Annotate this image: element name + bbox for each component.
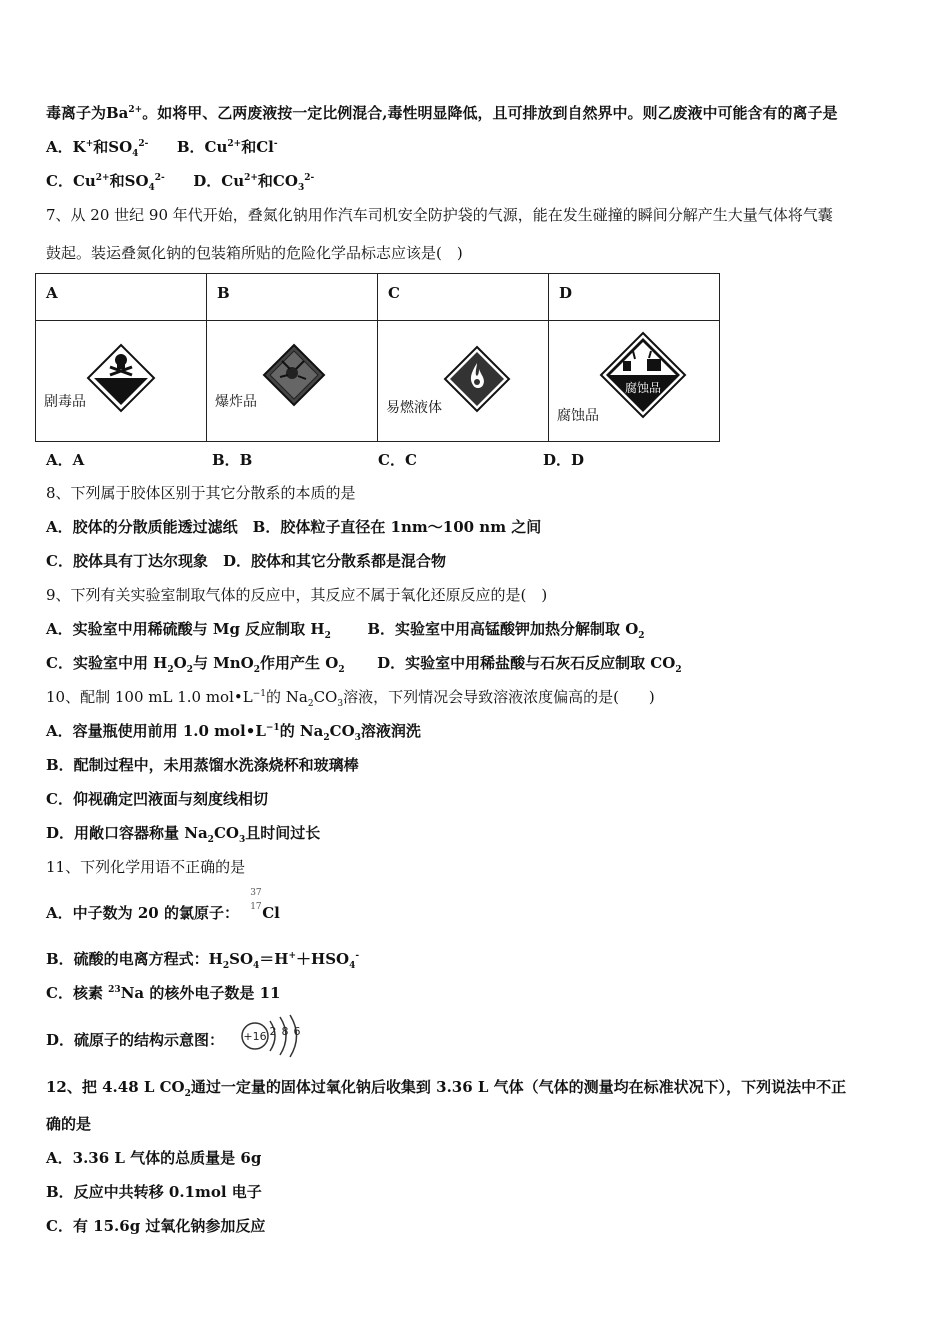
q7-option-c[interactable]: C．C xyxy=(378,451,417,469)
explosive-sign-icon xyxy=(262,343,326,407)
q7-option-b[interactable]: B．B xyxy=(212,451,253,469)
sign-caption-corrosive: 腐蚀品 xyxy=(557,408,599,424)
q10-stem: 10、配制 100 mL 1.0 $mol•L^{-1}$的 $Na_2CO_3$溶液，下列情况会导致溶液浓度偏高的是( ) xyxy=(46,688,655,709)
q8-options-cd: C．胶体具有丁达尔现象 D．胶体和其它分散系都是混合物 xyxy=(46,552,446,570)
q6-stem: 毒离子为$Ba^{2+}$。如将甲、乙两废液按一定比例混合,毒性明显降低，且可排放到自然界中。则乙废液中可能含有的离子是 xyxy=(46,104,838,122)
q7-option-a[interactable]: A．A xyxy=(46,451,85,469)
q7-option-d[interactable]: D．D xyxy=(543,451,585,469)
q10-option-a: A．容量瓶使用前用 1.0 $mol•L^{-1}$的 $Na_2CO_3$溶液润洗 xyxy=(46,722,421,743)
q11-option-c: C．核素 $^{23}$Na 的核外电子数是 11 xyxy=(46,984,281,1002)
q7-stem-line1: 7、从 20 世纪 90 年代开始，叠氮化钠用作汽车司机安全防护袋的气源，能在发生碰撞的瞬间分解产生大量气体将气囊 xyxy=(46,206,833,224)
corrosive-sign-icon xyxy=(599,331,687,419)
atom-shell-1-electrons: 2 xyxy=(269,1025,277,1038)
q11-option-a: A．中子数为 20 的氯原子： 37 17 Cl xyxy=(46,888,280,922)
q12-option-b: B．反应中共转移 0.1mol 电子 xyxy=(46,1183,262,1201)
toxic-sign-icon xyxy=(86,343,156,413)
q8-stem: 8、下列属于胶体区别于其它分散系的本质的是 xyxy=(46,484,356,502)
isotope-atomic-number: 17 xyxy=(250,902,262,912)
q8-options-ab: A．胶体的分散质能透过滤纸 B．胶体粒子直径在 1nm～100 nm 之间 xyxy=(46,518,542,536)
q12-option-a: A．3.36 L 气体的总质量是 6g xyxy=(46,1149,262,1167)
sign-caption-explosive: 爆炸品 xyxy=(215,394,257,410)
table-header-a: A xyxy=(36,274,207,321)
atom-nucleus-label: +16 xyxy=(243,1030,267,1043)
q6-options-ab: A．K+和$SO_4^{2-}$ B．$Cu^{2+}$和Cl- xyxy=(46,138,278,159)
flammable-sign-icon xyxy=(443,345,511,413)
table-header-b: B xyxy=(207,274,378,321)
sign-cell-toxic xyxy=(36,321,207,442)
q9-options-ab: A．实验室中用稀硫酸与 Mg 反应制取 $H_2$ B．实验室中用高锰酸钾加热分解制取 $O_2$ xyxy=(46,620,645,641)
sign-cell-flammable xyxy=(378,321,549,442)
hazard-sign-table xyxy=(35,273,720,442)
sign-cell-corrosive xyxy=(549,321,720,442)
q11-option-d: D．硫原子的结构示意图： xyxy=(46,1031,225,1049)
sulfur-atom-structure-diagram xyxy=(240,1013,306,1059)
q7-stem-line2: 鼓起。装运叠氮化钠的包装箱所贴的危险化学品标志应该是( ) xyxy=(46,244,463,262)
q12-option-c: C．有 15.6g 过氧化钠参加反应 xyxy=(46,1217,266,1235)
q9-options-cd: C．实验室中用 $H_2O_2$与 MnO$_2$作用产生 $O_2$ D．实验室中用稀盐酸与石灰石反应制取 $CO_2$ xyxy=(46,654,682,675)
atom-shell-3-electrons: 6 xyxy=(293,1025,301,1038)
q11-option-b: B．硫酸的电离方程式：$H_2SO_4=H^++HSO_4^-$ xyxy=(46,950,360,971)
q9-stem: 9、下列有关实验室制取气体的反应中，其反应不属于氧化还原反应的是( ) xyxy=(46,586,548,604)
q10-option-c: C．仰视确定凹液面与刻度线相切 xyxy=(46,790,268,808)
table-header-c: C xyxy=(378,274,549,321)
atom-shell-2-electrons: 8 xyxy=(281,1025,289,1038)
q12-stem-line2: 确的是 xyxy=(46,1115,92,1133)
sign-caption-toxic: 剧毒品 xyxy=(44,394,86,410)
q10-option-d: D．用敞口容器称量 $Na_2CO_3$且时间过长 xyxy=(46,824,321,845)
sign-cell-explosive xyxy=(207,321,378,442)
isotope-mass-number: 37 xyxy=(250,888,262,898)
q12-stem-line1: 12、把 4.48 L $CO_2$通过一定量的固体过氧化钠后收集到 3.36 L 气体（气体的测量均在标准状况下），下列说法中不正 xyxy=(46,1078,847,1099)
q10-option-b: B．配制过程中，未用蒸馏水洗涤烧杯和玻璃棒 xyxy=(46,756,359,774)
table-header-d: D xyxy=(549,274,720,321)
corrosive-sign-label: 腐蚀品 xyxy=(624,381,662,395)
q11-stem: 11、下列化学用语不正确的是 xyxy=(46,858,246,876)
q6-options-cd: C．$Cu^{2+}$和$SO_4^{2-}$ D．$Cu^{2+}$和$CO_3^{2-}$ xyxy=(46,172,315,193)
sign-caption-flammable: 易燃液体 xyxy=(386,400,442,416)
